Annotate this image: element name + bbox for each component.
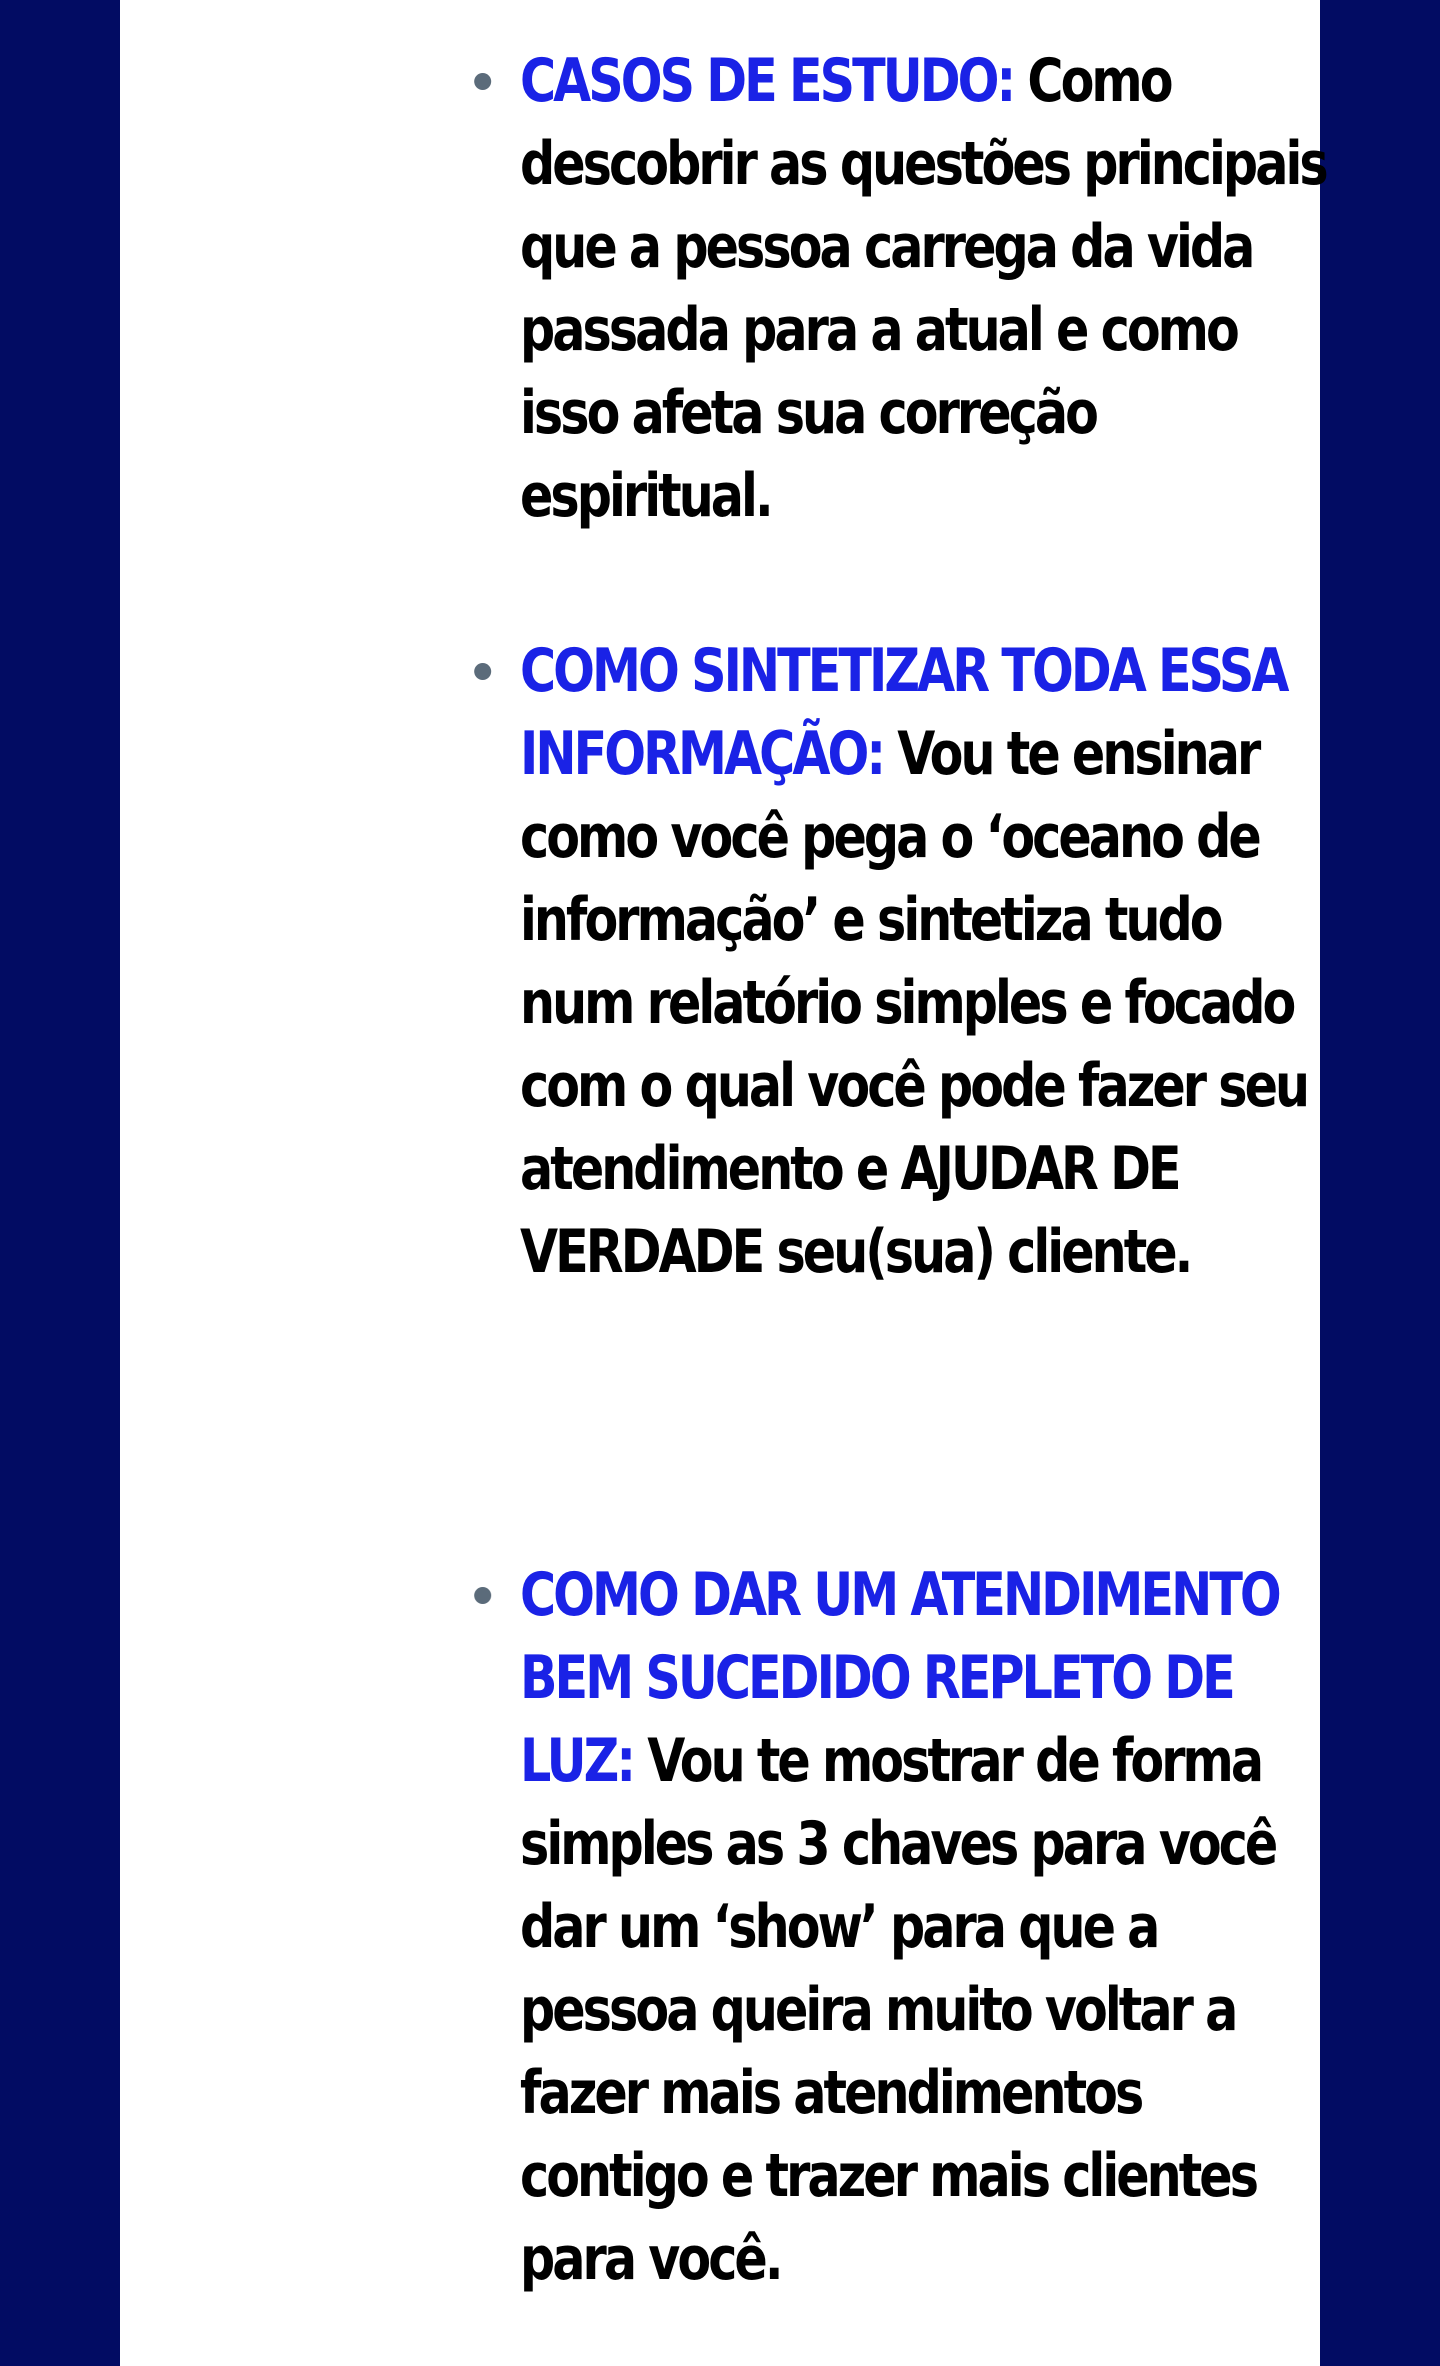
bullet-dot-icon [474, 73, 491, 90]
bullet-dot-icon [474, 1587, 491, 1604]
feature-item-synthesize [520, 630, 1340, 1294]
bullet-dot-icon [474, 663, 491, 680]
feature-description: Vou te mostrar de forma simples as 3 chaves para você dar um ‘show’ para que a pessoa queira muito voltar a fazer mais atendimentos contigo e trazer mais clientes para você. [520, 1726, 1276, 2294]
feature-heading: COMO SINTETIZAR TODA ESSA INFORMAÇÃO: [520, 636, 1287, 789]
feature-list [520, 40, 1340, 2301]
feature-description: Como descobrir as questões principais que a pessoa carrega da vida passada para a atual e como isso afeta sua correção espiritual. [520, 46, 1326, 531]
content-panel [120, 0, 1326, 2366]
feature-description: Vou te ensinar como você pega o ‘oceano de informação’ e sintetiza tudo num relatório simples e focado com o qual você pode fazer seu atendimento e AJUDAR DE VERDADE seu(sua) cliente. [520, 719, 1308, 1287]
feature-item-session [520, 1554, 1340, 2301]
feature-item-case-studies [520, 40, 1340, 538]
feature-heading: CASOS DE ESTUDO: [520, 46, 1028, 116]
feature-heading: COMO DAR UM ATENDIMENTO BEM SUCEDIDO REPLETO DE LUZ: [520, 1560, 1279, 1796]
